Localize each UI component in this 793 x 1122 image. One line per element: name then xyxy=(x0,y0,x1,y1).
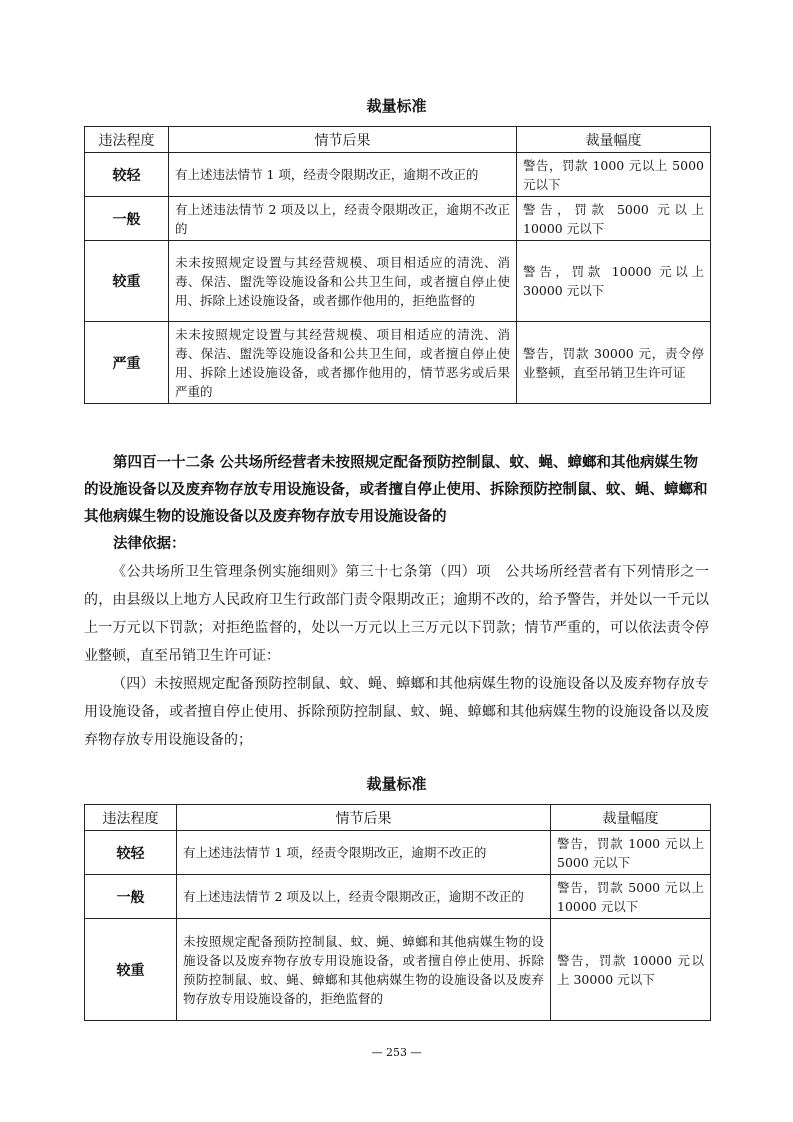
row-range: 警告，罚款 30000 元，责令停业整顿，直至吊销卫生许可证 xyxy=(517,322,711,404)
row-level: 较轻 xyxy=(85,153,169,197)
row-level: 较重 xyxy=(85,919,177,1021)
row-level: 一般 xyxy=(85,197,169,241)
row-range: 警告，罚款 10000 元以上 30000 元以下 xyxy=(551,919,711,1021)
table-row xyxy=(85,919,711,1021)
table-row xyxy=(85,153,711,197)
row-level: 严重 xyxy=(85,322,169,404)
header-range: 裁量幅度 xyxy=(551,805,711,831)
row-range: 警告，罚款 1000 元以上 5000 元以下 xyxy=(551,831,711,875)
table-row xyxy=(85,241,711,322)
row-consequence: 有上述违法情节 2 项及以上，经责令限期改正，逾期不改正的 xyxy=(177,875,551,919)
row-range: 警告，罚款 5000 元以上 10000 元以下 xyxy=(551,875,711,919)
discretion-table-1 xyxy=(84,126,711,404)
header-range: 裁量幅度 xyxy=(517,127,711,153)
table-row xyxy=(85,197,711,241)
table-row xyxy=(85,875,711,919)
table-header-row xyxy=(85,805,711,831)
table-header-row xyxy=(85,127,711,153)
row-consequence: 有上述违法情节 2 项及以上，经责令限期改正，逾期不改正的 xyxy=(169,197,517,241)
row-level: 一般 xyxy=(85,875,177,919)
row-consequence: 有上述违法情节 1 项，经责令限期改正，逾期不改正的 xyxy=(169,153,517,197)
row-level: 较重 xyxy=(85,241,169,322)
row-consequence: 未按照规定配备预防控制鼠、蚊、蝇、蟑螂和其他病媒生物的设施设备以及废弃物存放专用设施设备，或者擅自停止使用、拆除预防控制鼠、蚊、蝇、蟑螂和其他病媒生物的设施设备以及废弃物存放专用设施设备的，拒绝监督的 xyxy=(177,919,551,1021)
legal-basis-label: 法律依据： xyxy=(113,536,186,552)
row-range: 警告，罚款 5000 元以上 10000 元以下 xyxy=(517,197,711,241)
header-consequence: 情节后果 xyxy=(177,805,551,831)
row-consequence: 有上述违法情节 1 项，经责令限期改正，逾期不改正的 xyxy=(177,831,551,875)
row-consequence: 未未按照规定设置与其经营规模、项目相适应的清洗、消毒、保洁、盥洗等设施设备和公共卫生间，或者擅自停止使用、拆除上述设施设备，或者挪作他用的，情节恶劣或后果严重的 xyxy=(169,322,517,404)
page-number: — 253 — xyxy=(371,1046,422,1059)
row-range: 警告，罚款 10000 元以上 30000 元以下 xyxy=(517,241,711,322)
header-consequence: 情节后果 xyxy=(169,127,517,153)
discretion-table-2 xyxy=(84,804,711,1021)
header-level: 违法程度 xyxy=(85,805,177,831)
header-level: 违法程度 xyxy=(85,127,169,153)
row-level: 较轻 xyxy=(85,831,177,875)
row-range: 警告，罚款 1000 元以上 5000 元以下 xyxy=(517,153,711,197)
table-caption-1: 裁量标准 xyxy=(366,97,427,115)
legal-basis-item: （四）未按照规定配备预防控制鼠、蚊、蝇、蟑螂和其他病媒生物的设施设备以及废弃物存放专用设施设备，或者擅自停止使用、拆除预防控制鼠、蚊、蝇、蟑螂和其他病媒生物的设施设备以及废弃物存放专用设施设备的； xyxy=(84,676,709,748)
row-consequence: 未未按照规定设置与其经营规模、项目相适应的清洗、消毒、保洁、盥洗等设施设备和公共卫生间，或者擅自停止使用、拆除上述设施设备，或者挪作他用的，拒绝监督的 xyxy=(169,241,517,322)
table-caption-2: 裁量标准 xyxy=(366,775,427,793)
article-heading: 第四百一十二条 公共场所经营者未按照规定配备预防控制鼠、蚊、蝇、蟑螂和其他病媒生物的设施设备以及废弃物存放专用设施设备，或者擅自停止使用、拆除预防控制鼠、蚊、蝇、蟑螂和其他病媒生物的设施设备以及废弃物存放专用设施设备的 xyxy=(84,455,708,525)
table-row xyxy=(85,322,711,404)
table-row xyxy=(85,831,711,875)
legal-basis-text: 《公共场所卫生管理条例实施细则》第三十七条第（四）项 公共场所经营者有下列情形之一的，由县级以上地方人民政府卫生行政部门责令限期改正；逾期不改的，给予警告，并处以一千元以上一万元以下罚款；对拒绝监督的，处以一万元以上三万元以下罚款；情节严重的，可以依法责令停业整顿，直至吊销卫生许可证： xyxy=(84,564,709,664)
